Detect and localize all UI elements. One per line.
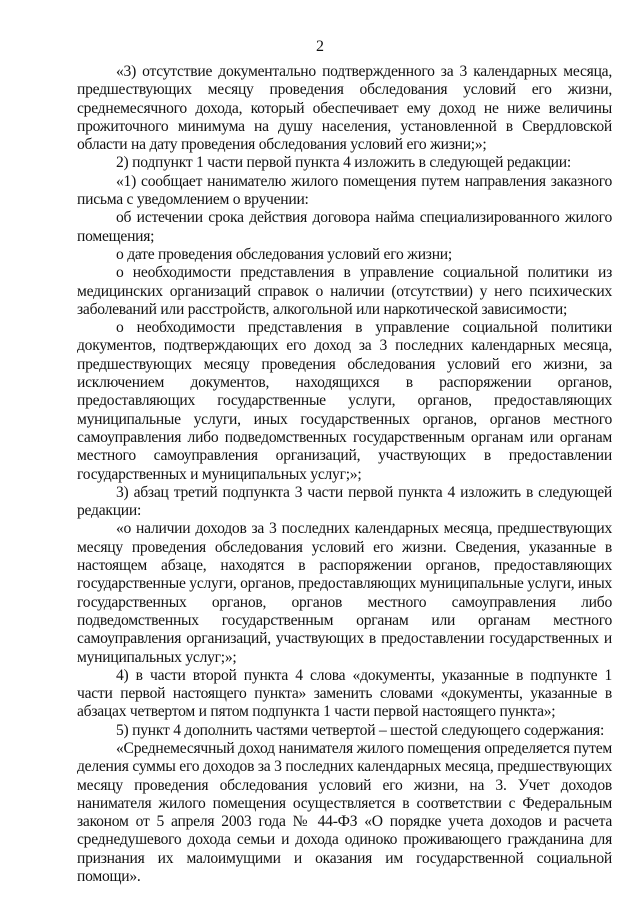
- paragraph-medical-certificates: о необходимости представления в управление социальной политики из медицинских организаций справок о наличии (отсутствии) у него психических заболеваний или расстройств, алкогольной или наркотической зависимости;: [77, 264, 612, 318]
- paragraph-inspection-date: о дате проведения обследования условий его жизни;: [116, 245, 452, 263]
- paragraph-amendment-4: 4) в части второй пункта 4 слова «документы, указанные в подпункте 1 части первой настоящего пункта» заменить словами «документы, указанные в абзацах четвертом и пятом подпункта 1 части первой настоящего пункта»;: [77, 666, 612, 721]
- paragraph-notify-tenant: «1) сообщает нанимателю жилого помещения путем направления заказного письма с уведомлением о вручении:: [77, 172, 612, 209]
- paragraph-item-3-absence-of-income: «3) отсутствие документально подтвержденного за 3 календарных месяца, предшествующих месяцу проведения обследования условий его жизни, среднемесячного дохода, который обеспечивает ему доход не ниже величины прожиточного минимума на душу населения, установленной в Свердловской области на дату проведения обследования условий его жизни;»;: [77, 63, 612, 154]
- page-number: 2: [316, 38, 324, 55]
- document-body: [77, 63, 612, 886]
- paragraph-contract-expiry: об истечении срока действия договора найма специализированного жилого помещения;: [77, 209, 612, 245]
- paragraph-amendment-3: 3) абзац третий подпункта 3 части первой пункта 4 изложить в следующей редакции:: [77, 483, 612, 520]
- paragraph-income-availability: «о наличии доходов за 3 последних календарных месяца, предшествующих месяцу проведения обследования условий его жизни. Сведения, указанные в настоящем абзаце, находятся в распоряжении органов, предоставляющих государственные услуги, органов, предоставляющих муниципальные услуги, иных государственных органов, органов местного самоуправления либо подведомственных государственным органам или органам местного самоуправления организаций, участвующих в предоставлении государственных и муниципальных услуг;»;: [77, 520, 613, 666]
- paragraph-income-documents: о необходимости представления в управление социальной политики документов, подтверждающих его доход за 3 последних календарных месяца, предшествующих месяцу проведения обследования условий его жизни, за исключением документов, находящихся в распоряжении органов, предоставляющих государственные услуги, органов, предоставляющих муниципальные услуги, иных государственных органов, органов местного самоуправления либо подведомственных государственным органам или органам местного самоуправления организаций, участвующих в предоставлении государственных и муниципальных услуг;»;: [77, 319, 612, 483]
- paragraph-average-monthly-income: «Среднемесячный доход нанимателя жилого помещения определяется путем деления суммы его доходов за 3 последних календарных месяца, предшествующих месяцу проведения обследования условий его жизни, на 3. Учет доходов нанимателя жилого помещения осуществляется в соответствии с Федеральным законом от 5 апреля 2003 года № 44-ФЗ «О порядке учета доходов и расчета среднедушевого дохода семьи и дохода одиноко проживающего гражданина для признания их малоимущими и оказания им государственной социальной помощи».: [77, 739, 612, 886]
- paragraph-amendment-2: 2) подпункт 1 части первой пункта 4 изложить в следующей редакции:: [116, 154, 571, 172]
- paragraph-amendment-5: 5) пункт 4 дополнить частями четвертой – шестой следующего содержания:: [116, 721, 605, 739]
